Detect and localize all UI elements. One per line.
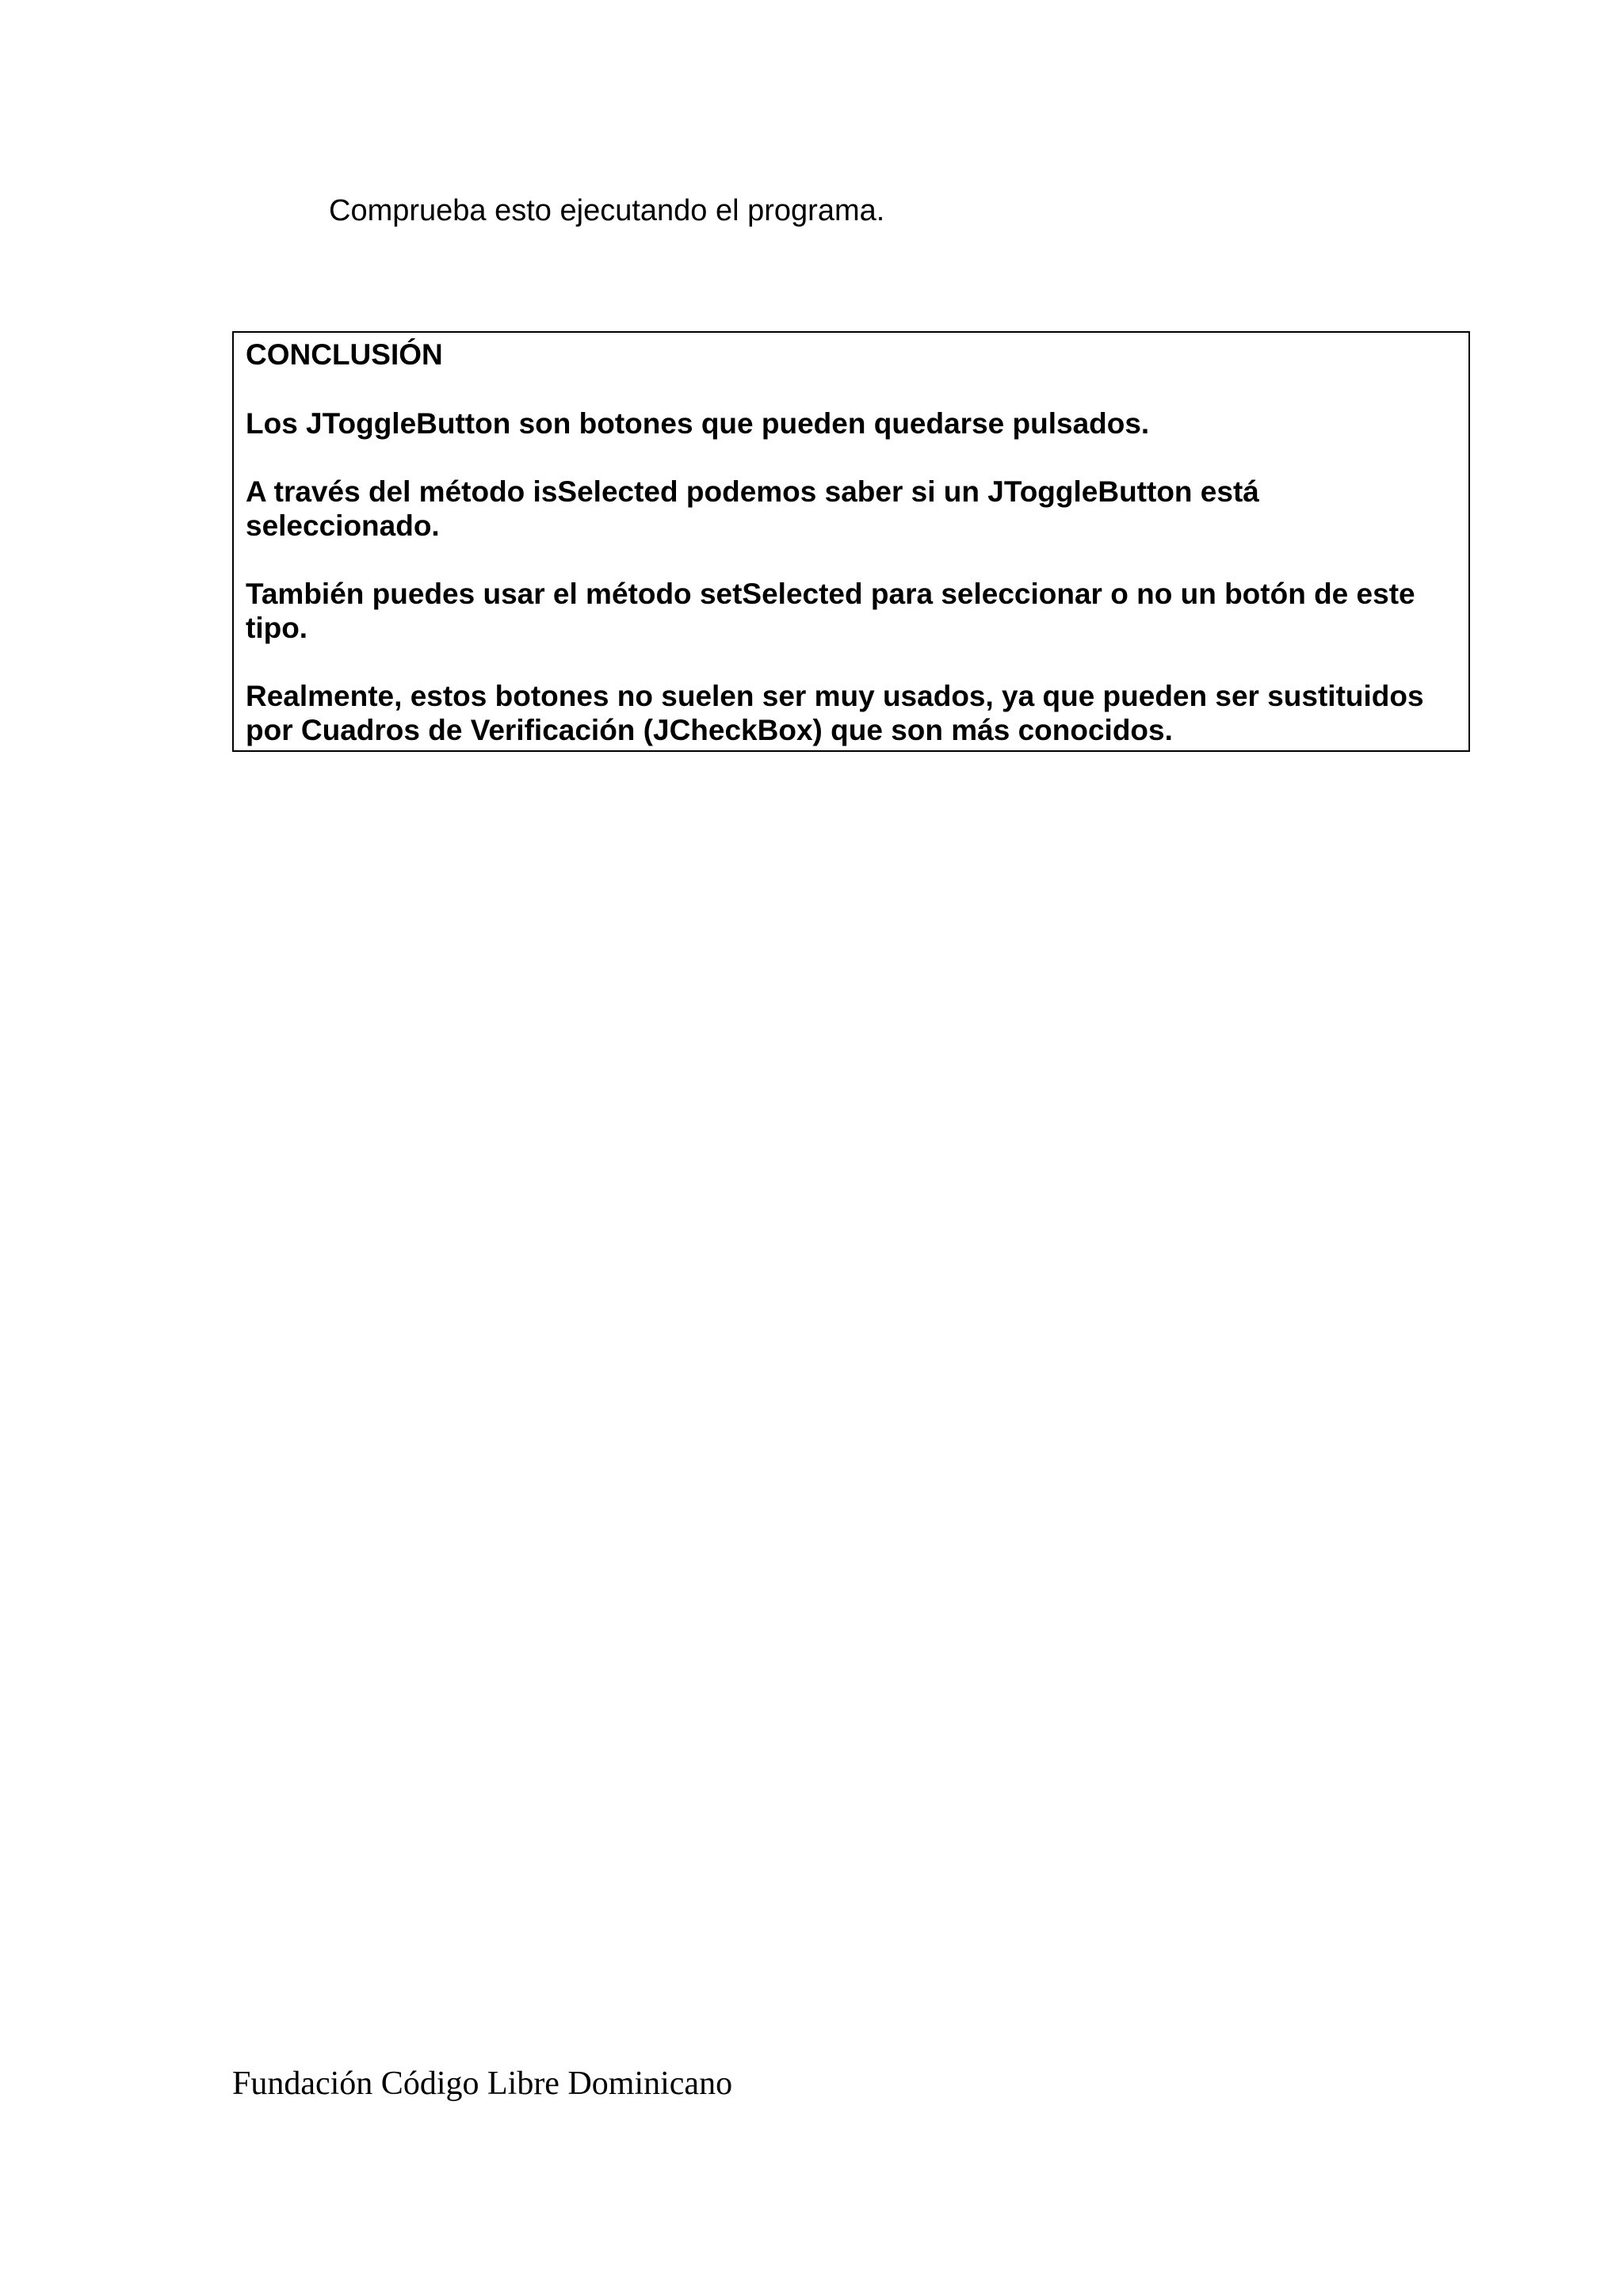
conclusion-paragraph-2: A través del método isSelected podemos saber si un JToggleButton está seleccionado. xyxy=(246,475,1259,542)
page-footer: Fundación Código Libre Dominicano xyxy=(232,2065,733,2102)
conclusion-paragraph-4: Realmente, estos botones no suelen ser muy usados, ya que pueden ser sustituidos por Cuadros de Verificación (JCheckBox) que son más conocidos. xyxy=(246,680,1424,746)
conclusion-box xyxy=(232,331,1470,752)
conclusion-paragraph-1: Los JToggleButton son botones que pueden quedarse pulsados. xyxy=(246,407,1150,440)
intro-text: Comprueba esto ejecutando el programa. xyxy=(329,194,885,227)
conclusion-heading: CONCLUSIÓN xyxy=(246,338,443,371)
conclusion-paragraph-3: También puedes usar el método setSelected para seleccionar o no un botón de este tipo. xyxy=(246,578,1415,644)
